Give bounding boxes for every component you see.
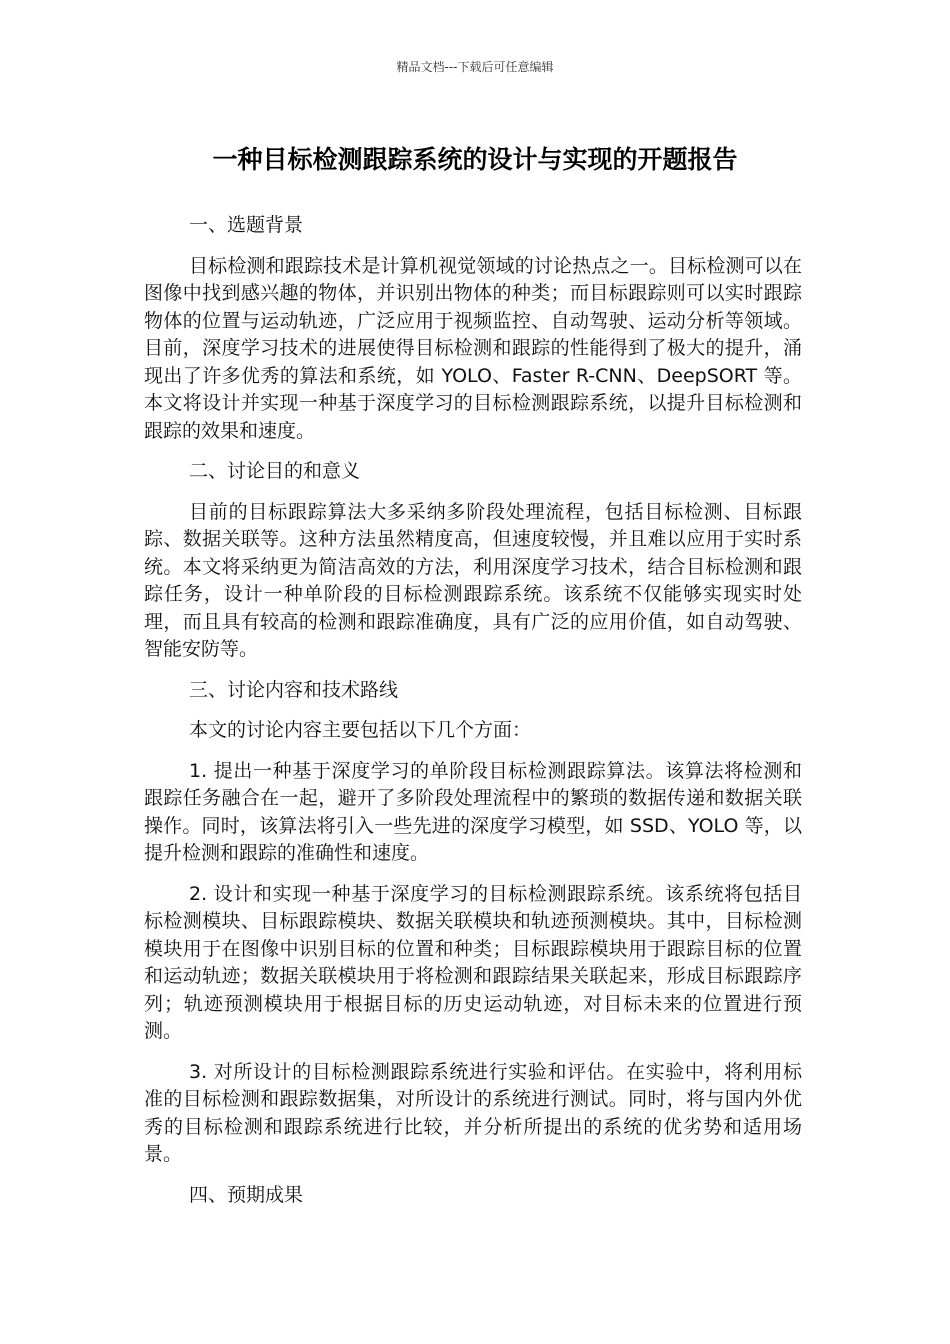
paragraph: 目前的目标跟踪算法大多采纳多阶段处理流程，包括目标检测、目标跟踪、数据关联等。这种方法虽然精度高，但速度较慢，并且难以应用于实时系统。本文将采纳更为简洁高效的方法，利用深度学习技术，结合目标检测和跟踪任务，设计一种单阶段的目标检测跟踪系统。该系统不仅能够实现实时处理，而且具有较高的检测和跟踪准确度，具有广泛的应用价值，如自动驾驶、智能安防等。 (144, 500, 802, 660)
section-heading: 三、讨论内容和技术路线 (189, 678, 399, 701)
list-item: 1. 提出一种基于深度学习的单阶段目标检测跟踪算法。该算法将检测和跟踪任务融合在一起，避开了多阶段处理流程中的繁琐的数据传递和数据关联操作。同时，该算法将引入一些先进的深度学习模型，如 SSD、YOLO 等，以提升检测和跟踪的准确性和速度。 (144, 759, 802, 864)
list-item: 2. 设计和实现一种基于深度学习的目标检测跟踪系统。该系统将包括目标检测模块、目标跟踪模块、数据关联模块和轨迹预测模块。其中，目标检测模块用于在图像中识别目标的位置和种类；目标跟踪模块用于跟踪目标的位置和运动轨迹；数据关联模块用于将检测和跟踪结果关联起来，形成目标跟踪序列；轨迹预测模块用于根据目标的历史运动轨迹，对目标未来的位置进行预测。 (144, 882, 802, 1042)
paragraph: 本文的讨论内容主要包括以下几个方面： (189, 719, 532, 741)
section-expected-results (144, 1182, 802, 1210)
header-note: 精品文档---下载后可任意编辑 (396, 60, 554, 74)
document-title: 一种目标检测跟踪系统的设计与实现的开题报告 (212, 145, 738, 174)
section-heading: 四、预期成果 (189, 1183, 304, 1206)
paragraph: 目标检测和跟踪技术是计算机视觉领域的讨论热点之一。目标检测可以在图像中找到感兴趣的物体，并识别出物体的种类；而目标跟踪则可以实时跟踪物体的位置与运动轨迹，广泛应用于视频监控、自动驾驶、运动分析等领域。目前，深度学习技术的进展使得目标检测和跟踪的性能得到了极大的提升，涌现出了许多优秀的算法和系统，如 YOLO、Faster R-CNN、DeepSORT 等。本文将设计并实现一种基于深度学习的目标检测跟踪系统，以提升目标检测和跟踪的效果和速度。 (144, 254, 802, 442)
section-purpose (144, 458, 802, 664)
section-content-route (144, 677, 802, 1169)
section-heading: 二、讨论目的和意义 (189, 460, 361, 482)
section-background (144, 212, 802, 445)
list-item: 3. 对所设计的目标检测跟踪系统进行实验和评估。在实验中，将利用标准的目标检测和跟踪数据集，对所设计的系统进行测试。同时，将与国内外优秀的目标检测和跟踪系统进行比较，并分析所提出的系统的优劣势和适用场景。 (144, 1060, 802, 1165)
section-heading: 一、选题背景 (189, 214, 304, 236)
document-body (144, 212, 802, 1222)
